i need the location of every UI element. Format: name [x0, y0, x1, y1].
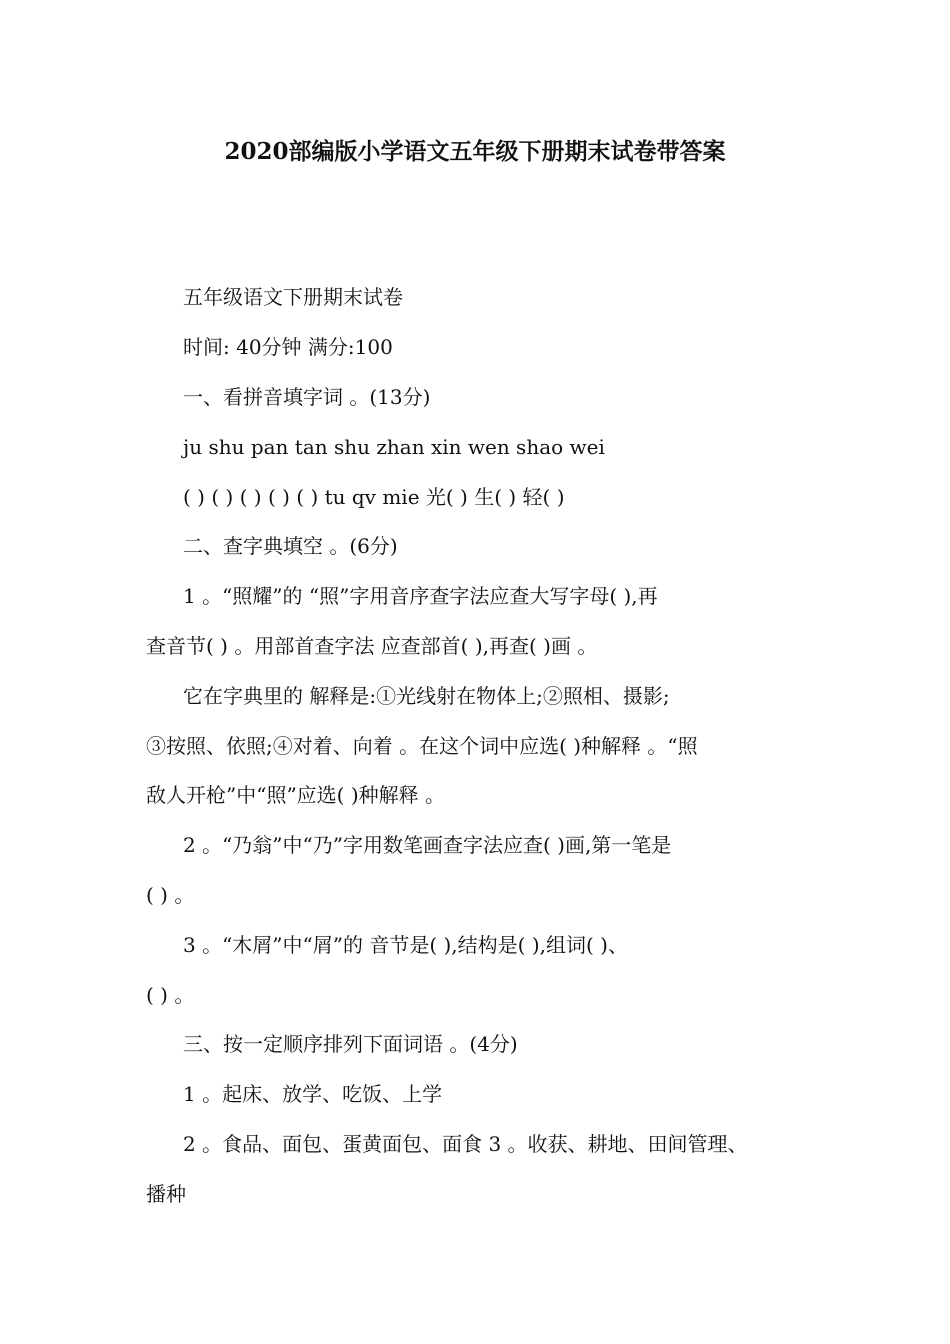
paper-heading: 五年级语文下册期末试卷: [183, 285, 403, 309]
question-text: 查音节( ) 。用部首查字法 应查部首( ),再查( )画 。: [146, 634, 598, 658]
section-3-heading: 三、按一定顺序排列下面词语 。(4分): [183, 1032, 518, 1056]
time-score-line: 时间: 40分钟 满分:100: [183, 335, 393, 359]
question-text: 2 。“乃翁”中“乃”字用数笔画查字法应查( )画,第一笔是: [183, 833, 672, 857]
question-text: ③按照、依照;④对着、向着 。在这个词中应选( )种解释 。“照: [146, 734, 698, 758]
question-text: 2 。食品、面包、蛋黄面包、面食 3 。收获、耕地、田间管理、: [183, 1132, 748, 1156]
question-text: 3 。“木屑”中“屑”的 音节是( ),结构是( ),组词( )、: [183, 933, 628, 957]
question-text: 它在字典里的 解释是:①光线射在物体上;②照相、摄影;: [183, 684, 670, 708]
question-text: 播种: [146, 1182, 186, 1206]
question-text: 1 。起床、放学、吃饭、上学: [183, 1082, 443, 1106]
section-1-heading: 一、看拼音填字词 。(13分): [183, 385, 431, 409]
question-text: 1 。“照耀”的 “照”字用音序查字法应查大写字母( ),再: [183, 584, 658, 608]
blanks-line: ( ) ( ) ( ) ( ) ( ) tu qv mie 光( ) 生( ) 轻( ): [183, 485, 565, 509]
question-text: 敌人开枪”中“照”应选( )种解释 。: [146, 783, 445, 807]
section-2-heading: 二、查字典填空 。(6分): [183, 534, 398, 558]
question-text: ( ) 。: [146, 883, 195, 907]
pinyin-line: ju shu pan tan shu zhan xin wen shao wei: [183, 435, 605, 459]
document-title: 2020部编版小学语文五年级下册期末试卷带答案: [224, 138, 726, 165]
question-text: ( ) 。: [146, 983, 195, 1007]
